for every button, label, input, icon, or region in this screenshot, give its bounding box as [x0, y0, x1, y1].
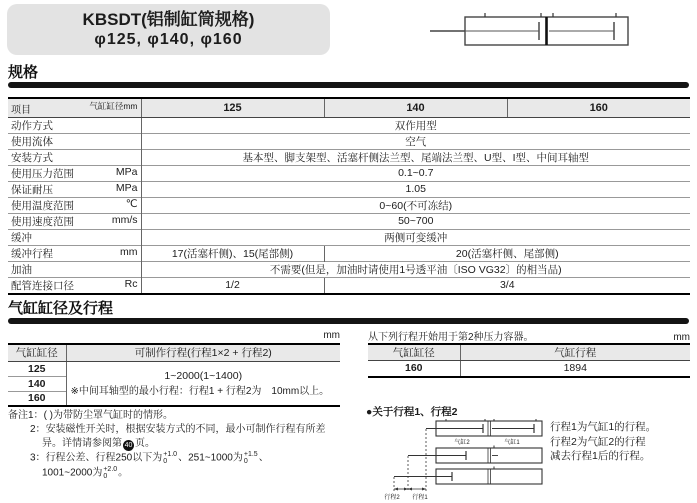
- cylinder1-label: 气缸1: [504, 440, 520, 446]
- row-label: 加油: [11, 263, 32, 276]
- tolerance-2-lower: 0: [243, 458, 248, 465]
- row-label: 使用流体: [11, 135, 53, 148]
- spec-header-row: [8, 98, 690, 117]
- stroke-left-header-row: [8, 344, 340, 361]
- table-row: [8, 361, 340, 376]
- tolerance-3-upper: +2.0: [103, 465, 118, 473]
- remark-2-text: 安装磁性开关时，根据安装方式的不同，最小可制作行程有所差: [45, 424, 326, 435]
- spec-section-title: 规格: [8, 64, 39, 81]
- remark-3-text-b: 、251~1000为: [178, 452, 243, 464]
- stroke-1894: 1894: [460, 361, 690, 377]
- col-header-125: 125: [141, 98, 324, 117]
- remark-3-text-a: 行程公差、行程250以下为: [45, 452, 163, 464]
- table-row: [8, 277, 690, 294]
- row-value: 不需要(但是，加油时请使用1号透平油〔ISO VG32〕的相当品): [141, 261, 690, 277]
- tolerance-1-upper: +1.0: [163, 451, 178, 458]
- stroke-desc-line3: 减去行程1后的行程。: [550, 450, 651, 462]
- remark-2-cont: [8, 437, 358, 451]
- stroke-info-title: ●关于行程1、行程2: [366, 406, 458, 418]
- tolerance-2-upper: +1.5: [243, 451, 258, 458]
- row-label: 使用温度范围: [11, 199, 74, 212]
- row-label: 缓冲: [11, 231, 32, 244]
- row-label: 缓冲行程: [11, 247, 53, 260]
- stroke1-label: 行程1: [412, 495, 428, 501]
- row-value: 0~60(不可冻结): [141, 197, 690, 213]
- stroke-header: 气缸行程: [460, 344, 690, 361]
- row-unit: mm: [120, 245, 138, 258]
- tolerance-1: [163, 451, 177, 465]
- table-row: [8, 229, 690, 245]
- stroke-description: [550, 420, 656, 464]
- row-value: 1.05: [141, 181, 690, 197]
- table-row: [8, 261, 690, 277]
- remark-1: [8, 409, 358, 423]
- row-unit: MPa: [115, 165, 138, 178]
- row-value: 两侧可变缓冲: [141, 229, 690, 245]
- table-row: [8, 133, 690, 149]
- table-row: [8, 165, 690, 181]
- col-header-140: 140: [324, 98, 507, 117]
- row-value-140-160: 3/4: [324, 277, 690, 294]
- cylinder-illustration: [428, 11, 633, 51]
- page-number-badge: 40: [124, 442, 133, 449]
- stroke-desc-line1: 行程1为气缸1的行程。: [550, 421, 657, 433]
- bore-125: 125: [8, 361, 66, 376]
- stroke-table-left: [8, 343, 340, 407]
- remark-1-text: ( )为带防尘罩气缸时的情形。: [43, 410, 174, 421]
- tolerance-1-lower: 0: [163, 458, 168, 465]
- remark-3-text-d: 1001~2000为: [42, 467, 103, 479]
- stroke-range-cell: [66, 361, 340, 406]
- row-label: 使用速度范围: [11, 215, 74, 228]
- row-value: 双作用型: [141, 117, 690, 133]
- row-unit: ℃: [125, 197, 138, 210]
- table-row: [8, 149, 690, 165]
- remark-3-text-e: 。: [118, 467, 129, 479]
- stroke-diagram: [378, 419, 548, 503]
- left-table-unit: mm: [323, 330, 340, 341]
- row-unit: Rc: [124, 277, 138, 290]
- col-header-160: 160: [507, 98, 690, 117]
- remark-3: [8, 451, 358, 466]
- row-value: 50~700: [141, 213, 690, 229]
- table-row: [368, 361, 690, 377]
- table-row: [8, 181, 690, 197]
- row-value: 基本型、脚支架型、活塞杆侧法兰型、尾端法兰型、U型、I型、中间耳轴型: [141, 149, 690, 165]
- remark-2-text-c: 页。: [135, 438, 155, 449]
- row-unit: mm/s: [111, 213, 138, 226]
- row-unit: MPa: [115, 181, 138, 194]
- page-title: [7, 4, 330, 55]
- stroke2-label: 行程2: [384, 495, 400, 501]
- corner-item-label: 项目: [11, 104, 31, 116]
- table-row: [8, 245, 690, 261]
- remark-2-label: 2：: [30, 424, 46, 435]
- pressure-vessel-note: 从下列行程开始用于第2种压力容器。: [368, 332, 534, 343]
- corner-bore-label: 气缸缸径mm: [89, 101, 138, 111]
- remark-1-label: 备注1：: [8, 410, 44, 421]
- cylinder2-label: 气缸2: [454, 440, 470, 446]
- stroke-desc-line2: 行程2为气缸2的行程: [550, 435, 646, 448]
- row-label: 使用压力范围: [11, 167, 74, 180]
- row-value-125: 17(活塞杆侧)、15(尾部侧): [141, 245, 324, 261]
- row-value-140-160: 20(活塞杆侧、尾部侧): [324, 245, 690, 261]
- remark-3-label: 3：: [30, 452, 46, 464]
- bore-sizes-title: φ125, φ140, φ160: [94, 31, 243, 49]
- row-value: 空气: [141, 133, 690, 149]
- bore-140: 140: [8, 376, 66, 391]
- bore-160: 160: [8, 391, 66, 406]
- row-label: 动作方式: [11, 119, 53, 132]
- model-title: KBSDT(铝制缸筒规格): [82, 9, 255, 29]
- stroke-right-header-row: [368, 344, 690, 361]
- pressure-vessel-intro: [368, 328, 690, 343]
- tolerance-3: [103, 466, 117, 480]
- tolerance-2: [244, 451, 258, 465]
- row-value: 0.1~0.7: [141, 165, 690, 181]
- tolerance-3-lower: 0: [103, 472, 108, 480]
- remarks: [8, 409, 358, 480]
- bore-160: 160: [368, 361, 460, 377]
- remark-2-text-b: 异。详情请参阅第: [42, 438, 122, 449]
- remark-3-text-c: 、: [258, 452, 269, 464]
- table-row: [8, 213, 690, 229]
- stroke-header: 可制作行程(行程1×2 + 行程2): [66, 344, 340, 361]
- table-row: [8, 197, 690, 213]
- spec-section-bar: [8, 82, 689, 88]
- stroke-range: 1~2000(1~1400): [164, 369, 243, 382]
- remark-2: [8, 423, 358, 437]
- row-value-125: 1/2: [141, 277, 324, 294]
- bore-header: 气缸缸径: [368, 344, 460, 361]
- row-label: 安装方式: [11, 151, 53, 164]
- row-label: 配管连接口径: [11, 279, 74, 292]
- row-label: 保证耐压: [11, 183, 53, 196]
- bore-header: 气缸缸径: [8, 344, 66, 361]
- remark-3-cont: [8, 466, 358, 481]
- stroke-section-bar: [8, 318, 689, 324]
- table-row: [8, 117, 690, 133]
- corner-cell: [8, 98, 141, 117]
- right-table-unit: mm: [673, 332, 690, 343]
- stroke-section-title: 气缸缸径及行程: [8, 300, 114, 317]
- stroke-table-right: [368, 343, 690, 378]
- spec-table: [8, 97, 690, 295]
- stroke-range-note: ※中间耳轴型的最小行程：行程1 + 行程2为 10mm以上。: [70, 385, 330, 397]
